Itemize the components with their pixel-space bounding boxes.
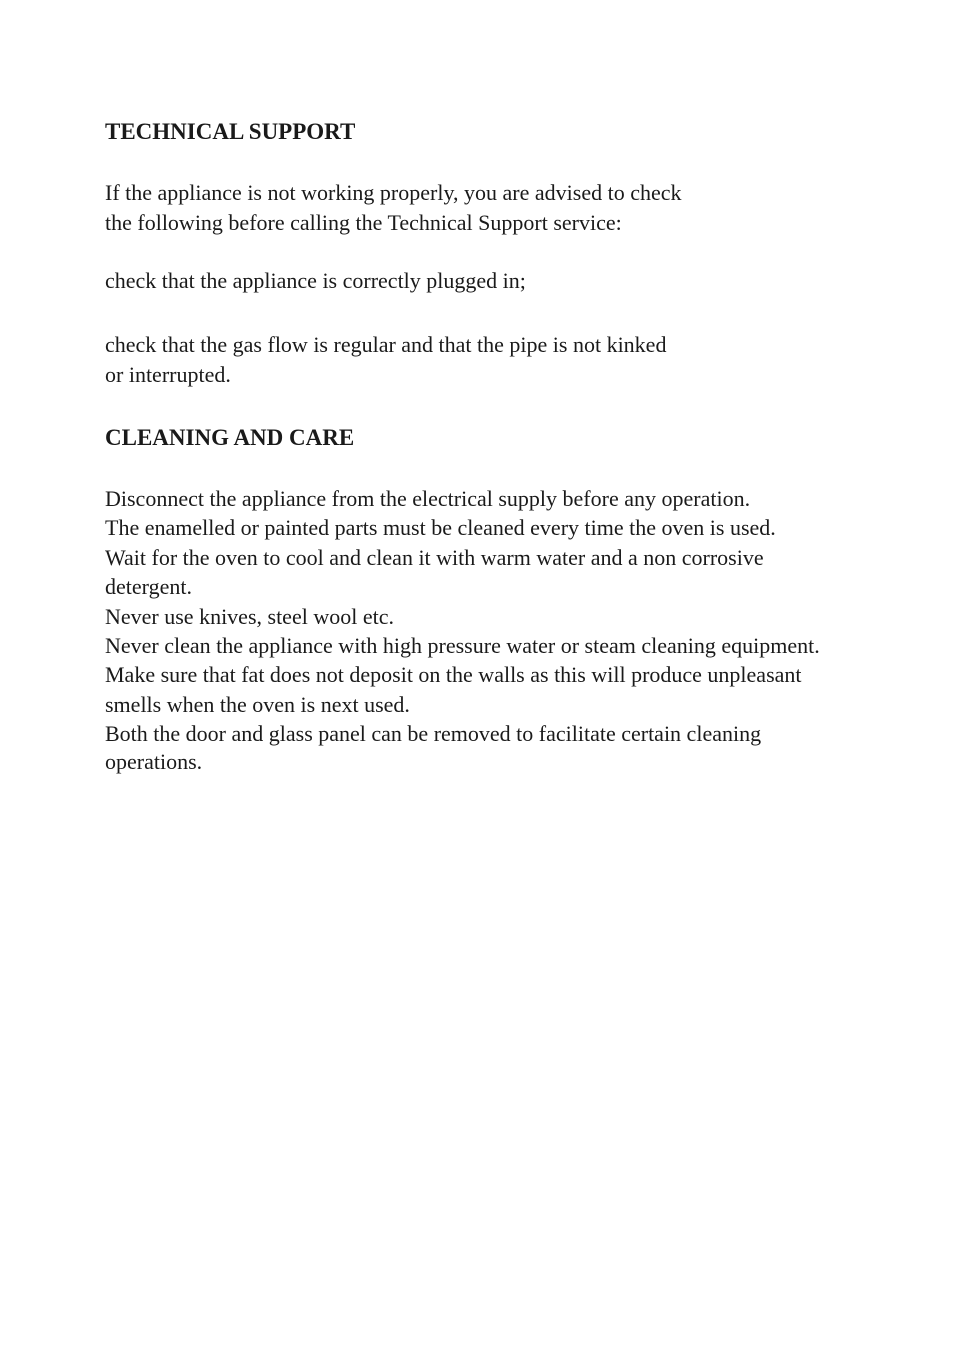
cleaning-text-line: Make sure that fat does not deposit on the walls as this will produce unpleasant — [105, 662, 802, 687]
cleaning-text-line: The enamelled or painted parts must be cleaned every time the oven is used. — [105, 515, 776, 540]
cleaning-text-line: Never clean the appliance with high pressure water or steam cleaning equipment. — [105, 633, 820, 658]
intro-text-line: the following before calling the Technical Support service: — [105, 210, 622, 235]
check-plugged-in-text: check that the appliance is correctly plugged in; — [105, 268, 526, 293]
technical-support-heading: TECHNICAL SUPPORT — [105, 119, 356, 144]
cleaning-text-line: Both the door and glass panel can be removed to facilitate certain cleaning — [105, 721, 762, 746]
cleaning-text-line: Wait for the oven to cool and clean it with warm water and a non corrosive — [105, 545, 764, 570]
check-gas-flow-text: or interrupted. — [105, 362, 231, 387]
cleaning-text-line: smells when the oven is next used. — [105, 692, 410, 717]
intro-text-line: If the appliance is not working properly, you are advised to check — [105, 180, 682, 205]
cleaning-text-line: Disconnect the appliance from the electrical supply before any operation. — [105, 486, 751, 511]
cleaning-text-line: detergent. — [105, 574, 192, 599]
check-gas-flow-text: check that the gas flow is regular and that the pipe is not kinked — [105, 332, 667, 357]
cleaning-text-line: operations. — [105, 749, 203, 774]
cleaning-text-line: Never use knives, steel wool etc. — [105, 604, 394, 629]
cleaning-and-care-heading: CLEANING AND CARE — [105, 425, 355, 450]
